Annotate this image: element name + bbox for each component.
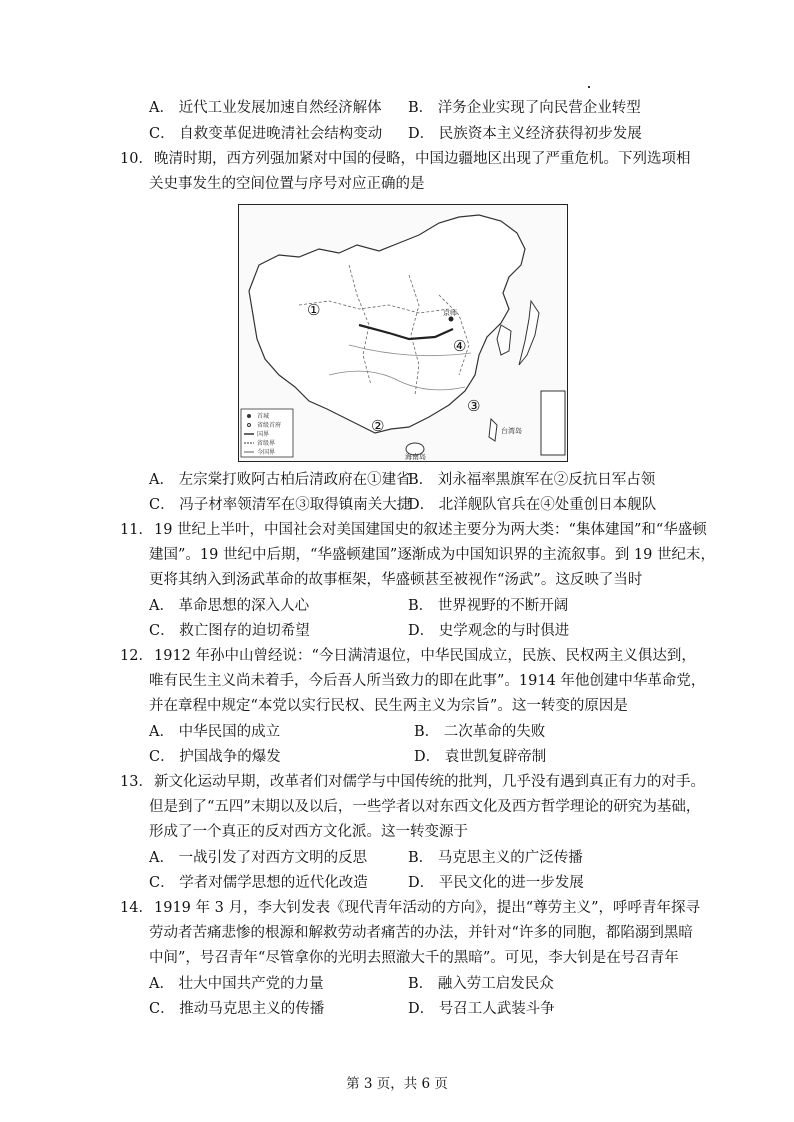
taiwan-outline bbox=[489, 419, 497, 441]
q12-number: 12． bbox=[120, 648, 153, 664]
q13-option-d[interactable]: D． 平民文化的进一步发展 bbox=[408, 875, 584, 891]
scan-dot bbox=[588, 86, 590, 88]
japan-outline bbox=[519, 301, 539, 365]
korea-outline bbox=[497, 325, 511, 355]
capital-dot bbox=[449, 317, 454, 322]
q10-number: 10． bbox=[120, 151, 153, 167]
capital-label: 京师 bbox=[443, 309, 457, 317]
q13-stem-line3: 形成了一个真正的反对西方文化派。这一转变源于 bbox=[149, 824, 468, 840]
q13-option-a[interactable]: A． 一战引发了对西方文明的反思 bbox=[149, 850, 368, 866]
q10-option-b[interactable]: B． 刘永福率黑旗军在②反抗日军占领 bbox=[408, 472, 656, 488]
q14-stem-line3: 中间”，号召青年“尽管拿你的光明去照澈大千的黑暗”。可见，李大钊是在号召青年 bbox=[149, 950, 679, 966]
q13-stem-line2: 但是到了“五四”末期以及以后，一些学者以对东西文化及西方哲学理论的研究为基础， bbox=[149, 799, 701, 815]
q10-option-c[interactable]: C． 冯子材率领清军在③取得镇南关大捷 bbox=[149, 497, 412, 513]
q10-option-d[interactable]: D． 北洋舰队官兵在④处重创日本舰队 bbox=[408, 497, 657, 513]
q9-option-a[interactable]: A． 近代工业发展加速自然经济解体 bbox=[149, 100, 382, 116]
q10-stem-line2: 关史事发生的空间位置与序号对应正确的是 bbox=[149, 176, 425, 192]
legend-item: 省级界 bbox=[257, 440, 276, 447]
map-figure bbox=[239, 205, 567, 461]
legend-item: 首城 bbox=[257, 413, 270, 420]
q12-stem-line2: 唯有民生主义尚未着手，今后吾人所当致力的即在此事”。1914 年他创建中华革命党， bbox=[149, 673, 706, 689]
q14-option-a[interactable]: A． 壮大中国共产党的力量 bbox=[149, 976, 324, 992]
q12-stem-line3: 并在章程中规定“本党以实行民权、民生两主义为宗旨”。这一转变的原因是 bbox=[149, 698, 628, 714]
q14-option-c[interactable]: C． 推动马克思主义的传播 bbox=[149, 1001, 325, 1017]
legend-item: 省级首府 bbox=[257, 422, 282, 429]
q11-stem-line2: 建国”。19 世纪中后期，“华盛顿建国”逐渐成为中国知识界的主流叙事。到 19 世纪末， bbox=[149, 547, 715, 563]
q11-option-a[interactable]: A． 革命思想的深入人心 bbox=[149, 598, 310, 614]
q11-option-d[interactable]: D． 史学观念的与时俱进 bbox=[408, 623, 570, 639]
q9-option-d[interactable]: D． 民族资本主义经济获得初步发展 bbox=[408, 126, 642, 142]
q11-stem-line1: 19 世纪上半叶，中国社会对美国建国史的叙述主要分为两大类：“集体建国”和“华盛顿 bbox=[154, 522, 707, 538]
q12-option-a[interactable]: A． 中华民国的成立 bbox=[149, 724, 281, 740]
q12-stem-line1: 1912 年孙中山曾经说：“今日满清退位，中华民国成立，民族、民权两主义俱达到， bbox=[154, 648, 696, 664]
q14-option-d[interactable]: D． 号召工人武装斗争 bbox=[408, 1001, 555, 1017]
marker-4: ④ bbox=[453, 337, 467, 355]
q13-option-b[interactable]: B． 马克思主义的广泛传播 bbox=[408, 850, 583, 866]
q13-number: 13． bbox=[120, 774, 153, 790]
q10-map bbox=[238, 204, 568, 462]
q11-stem-line3: 更将其纳入到汤武革命的故事框架，华盛顿甚至被视作“汤武”。这反映了当时 bbox=[149, 572, 643, 588]
q14-number: 14． bbox=[120, 900, 153, 916]
marker-1: ① bbox=[307, 301, 321, 319]
q14-option-b[interactable]: B． 融入劳工启发民众 bbox=[408, 976, 554, 992]
page-footer: 第 3 页，共 6 页 bbox=[346, 1076, 448, 1092]
south-sea-inset bbox=[541, 391, 565, 455]
q13-option-c[interactable]: C． 学者对儒学思想的近代化改造 bbox=[149, 875, 368, 891]
q9-option-c[interactable]: C． 自救变革促进晚清社会结构变动 bbox=[149, 126, 383, 142]
q10-option-a[interactable]: A． 左宗棠打败阿古柏后清政府在①建省 bbox=[149, 472, 411, 488]
marker-3: ③ bbox=[467, 397, 481, 415]
q12-option-b[interactable]: B． 二次革命的失败 bbox=[414, 724, 546, 740]
q9-option-b[interactable]: B． 洋务企业实现了向民营企业转型 bbox=[408, 100, 641, 116]
q14-stem-line2: 劳动者苦痛悲惨的根源和解救劳动者痛苦的办法，并针对“许多的同胞，都陷溺到黑暗 bbox=[149, 925, 693, 941]
taiwan-label: 台湾岛 bbox=[501, 427, 522, 435]
q12-option-c[interactable]: C． 护国战争的爆发 bbox=[149, 749, 281, 765]
marker-2: ② bbox=[371, 417, 385, 435]
qing-territory-outline bbox=[249, 215, 525, 433]
legend-item: 国界 bbox=[257, 431, 270, 438]
q11-option-b[interactable]: B． 世界视野的不断开阔 bbox=[408, 598, 569, 614]
q13-stem-line1: 新文化运动早期，改革者们对儒学与中国传统的批判，几乎没有遇到真正有力的对手。 bbox=[154, 774, 705, 790]
q11-number: 11． bbox=[120, 522, 153, 538]
q12-option-d[interactable]: D． 袁世凯复辟帝制 bbox=[414, 749, 547, 765]
q10-stem-line1: 晚清时期，西方列强加紧对中国的侵略，中国边疆地区出现了严重危机。下列选项相 bbox=[154, 151, 691, 167]
q14-stem-line1: 1919 年 3 月，李大钊发表《现代青年活动的方向》，提出“尊劳主义”，呼呼青年探寻 bbox=[154, 900, 701, 916]
q11-option-c[interactable]: C． 救亡图存的迫切希望 bbox=[149, 623, 310, 639]
legend-item: 今国界 bbox=[257, 449, 276, 456]
hainan-label: 海南岛 bbox=[405, 453, 426, 461]
